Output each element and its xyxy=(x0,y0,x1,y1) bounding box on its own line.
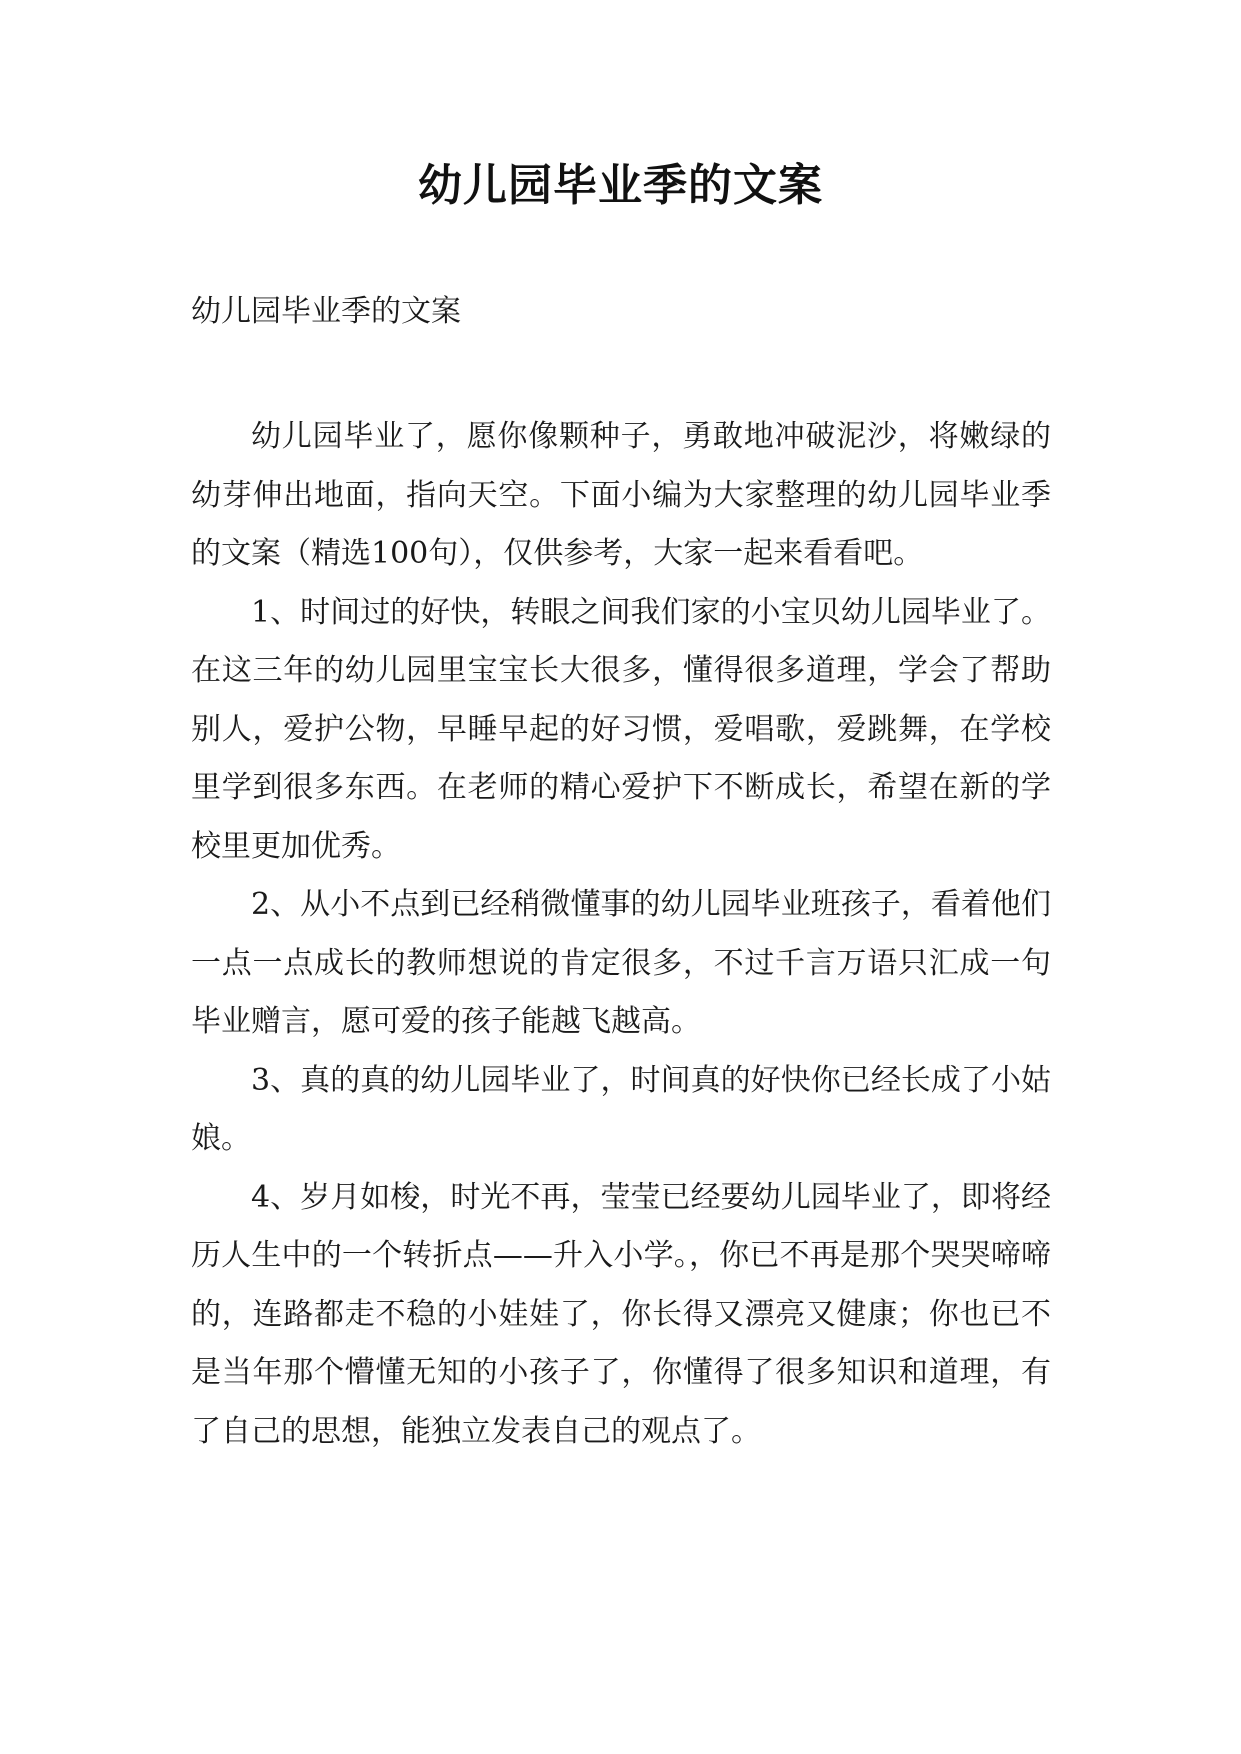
paragraph-item-3: 3、真的真的幼儿园毕业了，时间真的好快你已经长成了小姑娘。 xyxy=(191,1062,1051,1156)
paragraph-item-2: 2、从小不点到已经稍微懂事的幼儿园毕业班孩子，看着他们一点一点成长的教师想说的肯定很多，不过千言万语只汇成一句毕业赠言，愿可爱的孩子能越飞越高。 xyxy=(191,887,1051,1039)
paragraph-intro: 幼儿园毕业了，愿你像颗种子，勇敢地冲破泥沙，将嫩绿的幼芽伸出地面，指向天空。下面小编为大家整理的幼儿园毕业季的文案（精选100句），仅供参考，大家一起来看看吧。 xyxy=(191,419,1051,571)
document-title: 幼儿园毕业季的文案 xyxy=(418,160,823,211)
document-body xyxy=(191,408,1051,1461)
paragraph-item-1: 1、时间过的好快，转眼之间我们家的小宝贝幼儿园毕业了。在这三年的幼儿园里宝宝长大很多，懂得很多道理，学会了帮助别人，爱护公物，早睡早起的好习惯，爱唱歌，爱跳舞，在学校里学到很多东西。在老师的精心爱护下不断成长，希望在新的学校里更加优秀。 xyxy=(191,594,1051,864)
document-subtitle: 幼儿园毕业季的文案 xyxy=(191,294,461,329)
paragraph-item-4: 4、岁月如梭，时光不再，莹莹已经要幼儿园毕业了，即将经历人生中的一个转折点——升入小学。，你已不再是那个哭哭啼啼的，连路都走不稳的小娃娃了，你长得又漂亮又健康；你也已不是当年那个懵懂无知的小孩子了，你懂得了很多知识和道理，有了自己的思想，能独立发表自己的观点了。 xyxy=(191,1179,1051,1449)
